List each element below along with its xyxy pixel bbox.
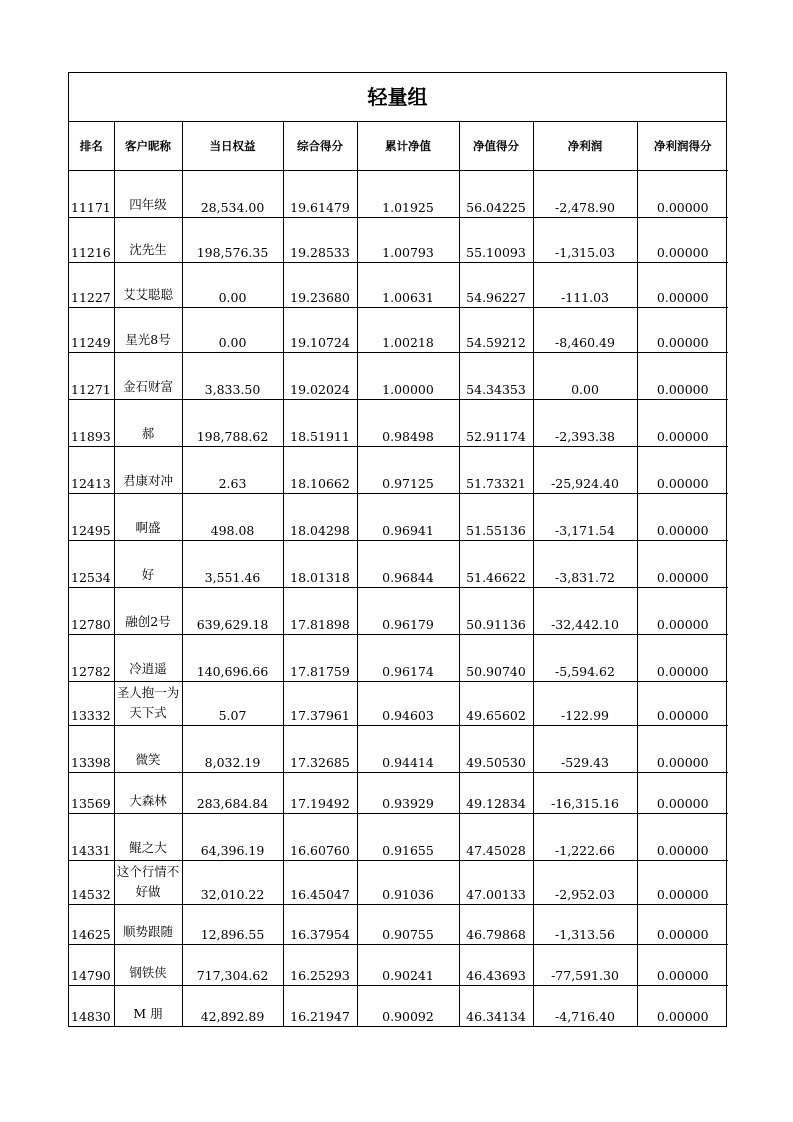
cell-nav-score: 54.96227 bbox=[459, 262, 533, 307]
table-row bbox=[69, 904, 728, 944]
cell-cum-nav: 1.00000 bbox=[357, 352, 459, 399]
cell-net-profit: -77,591.30 bbox=[533, 944, 637, 985]
cell-nickname: M 朋 bbox=[114, 985, 182, 1026]
cell-cum-nav: 0.96174 bbox=[357, 634, 459, 681]
cell-net-profit: -1,313.56 bbox=[533, 904, 637, 944]
cell-profit-score: 0.00000 bbox=[637, 813, 728, 860]
header-net-profit: 净利润 bbox=[533, 122, 637, 170]
cell-equity: 639,629.18 bbox=[182, 587, 283, 634]
cell-total-score: 18.51911 bbox=[283, 399, 357, 446]
cell-nav-score: 56.04225 bbox=[459, 170, 533, 217]
cell-cum-nav: 1.00631 bbox=[357, 262, 459, 307]
cell-total-score: 18.04298 bbox=[283, 493, 357, 540]
cell-cum-nav: 1.00793 bbox=[357, 217, 459, 262]
cell-profit-score: 0.00000 bbox=[637, 904, 728, 944]
table-row bbox=[69, 540, 728, 587]
ranking-table bbox=[69, 122, 728, 1026]
cell-equity: 198,576.35 bbox=[182, 217, 283, 262]
cell-profit-score: 0.00000 bbox=[637, 217, 728, 262]
header-cum-nav: 累计净值 bbox=[357, 122, 459, 170]
cell-equity: 198,788.62 bbox=[182, 399, 283, 446]
cell-net-profit: -1,222.66 bbox=[533, 813, 637, 860]
cell-nav-score: 51.55136 bbox=[459, 493, 533, 540]
table-row bbox=[69, 725, 728, 772]
cell-nickname: 星光8号 bbox=[114, 307, 182, 352]
cell-nav-score: 52.91174 bbox=[459, 399, 533, 446]
header-equity: 当日权益 bbox=[182, 122, 283, 170]
cell-equity: 0.00 bbox=[182, 262, 283, 307]
cell-cum-nav: 1.00218 bbox=[357, 307, 459, 352]
cell-rank: 12534 bbox=[69, 540, 114, 587]
cell-rank: 11171 bbox=[69, 170, 114, 217]
cell-cum-nav: 0.90092 bbox=[357, 985, 459, 1026]
cell-cum-nav: 0.97125 bbox=[357, 446, 459, 493]
cell-rank: 14625 bbox=[69, 904, 114, 944]
cell-net-profit: -32,442.10 bbox=[533, 587, 637, 634]
cell-rank: 11893 bbox=[69, 399, 114, 446]
cell-cum-nav: 0.91036 bbox=[357, 860, 459, 904]
cell-cum-nav: 0.96941 bbox=[357, 493, 459, 540]
cell-total-score: 17.81759 bbox=[283, 634, 357, 681]
cell-equity: 283,684.84 bbox=[182, 772, 283, 813]
cell-nav-score: 47.00133 bbox=[459, 860, 533, 904]
cell-rank: 12780 bbox=[69, 587, 114, 634]
cell-equity: 12,896.55 bbox=[182, 904, 283, 944]
cell-net-profit: -4,716.40 bbox=[533, 985, 637, 1026]
header-rank: 排名 bbox=[69, 122, 114, 170]
cell-nickname: 顺势跟随 bbox=[114, 904, 182, 944]
cell-total-score: 17.37961 bbox=[283, 681, 357, 725]
cell-profit-score: 0.00000 bbox=[637, 725, 728, 772]
cell-total-score: 17.81898 bbox=[283, 587, 357, 634]
table-row bbox=[69, 307, 728, 352]
cell-profit-score: 0.00000 bbox=[637, 446, 728, 493]
cell-nickname: 郝 bbox=[114, 399, 182, 446]
cell-rank: 14790 bbox=[69, 944, 114, 985]
cell-nav-score: 51.73321 bbox=[459, 446, 533, 493]
cell-nickname: 四年级 bbox=[114, 170, 182, 217]
cell-equity: 28,534.00 bbox=[182, 170, 283, 217]
cell-net-profit: -5,594.62 bbox=[533, 634, 637, 681]
cell-profit-score: 0.00000 bbox=[637, 170, 728, 217]
cell-profit-score: 0.00000 bbox=[637, 634, 728, 681]
cell-net-profit: -111.03 bbox=[533, 262, 637, 307]
cell-cum-nav: 1.01925 bbox=[357, 170, 459, 217]
cell-cum-nav: 0.91655 bbox=[357, 813, 459, 860]
cell-equity: 42,892.89 bbox=[182, 985, 283, 1026]
cell-total-score: 17.19492 bbox=[283, 772, 357, 813]
cell-nickname: 艾艾聪聪 bbox=[114, 262, 182, 307]
cell-total-score: 18.01318 bbox=[283, 540, 357, 587]
cell-net-profit: -2,952.03 bbox=[533, 860, 637, 904]
cell-rank: 12495 bbox=[69, 493, 114, 540]
cell-profit-score: 0.00000 bbox=[637, 493, 728, 540]
cell-nav-score: 46.43693 bbox=[459, 944, 533, 985]
cell-nav-score: 54.59212 bbox=[459, 307, 533, 352]
cell-total-score: 16.45047 bbox=[283, 860, 357, 904]
cell-nav-score: 49.50530 bbox=[459, 725, 533, 772]
cell-net-profit: -1,315.03 bbox=[533, 217, 637, 262]
cell-total-score: 19.10724 bbox=[283, 307, 357, 352]
cell-nav-score: 46.34134 bbox=[459, 985, 533, 1026]
cell-net-profit: -122.99 bbox=[533, 681, 637, 725]
cell-profit-score: 0.00000 bbox=[637, 399, 728, 446]
cell-equity: 0.00 bbox=[182, 307, 283, 352]
table-row bbox=[69, 170, 728, 217]
cell-nickname: 微笑 bbox=[114, 725, 182, 772]
header-nav-score: 净值得分 bbox=[459, 122, 533, 170]
cell-nav-score: 46.79868 bbox=[459, 904, 533, 944]
cell-rank: 13332 bbox=[69, 681, 114, 725]
cell-profit-score: 0.00000 bbox=[637, 944, 728, 985]
cell-net-profit: 0.00 bbox=[533, 352, 637, 399]
cell-cum-nav: 0.90241 bbox=[357, 944, 459, 985]
table-row bbox=[69, 587, 728, 634]
cell-net-profit: -3,831.72 bbox=[533, 540, 637, 587]
cell-total-score: 19.02024 bbox=[283, 352, 357, 399]
cell-cum-nav: 0.98498 bbox=[357, 399, 459, 446]
cell-net-profit: -16,315.16 bbox=[533, 772, 637, 813]
cell-nav-score: 54.34353 bbox=[459, 352, 533, 399]
cell-net-profit: -529.43 bbox=[533, 725, 637, 772]
cell-nav-score: 55.10093 bbox=[459, 217, 533, 262]
cell-nickname: 金石财富 bbox=[114, 352, 182, 399]
table-row bbox=[69, 399, 728, 446]
cell-rank: 14532 bbox=[69, 860, 114, 904]
cell-total-score: 16.37954 bbox=[283, 904, 357, 944]
cell-equity: 32,010.22 bbox=[182, 860, 283, 904]
cell-rank: 12782 bbox=[69, 634, 114, 681]
table-row bbox=[69, 446, 728, 493]
cell-total-score: 17.32685 bbox=[283, 725, 357, 772]
header-nickname: 客户昵称 bbox=[114, 122, 182, 170]
table-row bbox=[69, 217, 728, 262]
cell-rank: 11249 bbox=[69, 307, 114, 352]
cell-profit-score: 0.00000 bbox=[637, 352, 728, 399]
cell-nickname: 融创2号 bbox=[114, 587, 182, 634]
table-row bbox=[69, 493, 728, 540]
header-row bbox=[69, 122, 728, 170]
cell-equity: 717,304.62 bbox=[182, 944, 283, 985]
sheet-title: 轻量组 bbox=[69, 73, 726, 122]
cell-nav-score: 49.12834 bbox=[459, 772, 533, 813]
cell-cum-nav: 0.96179 bbox=[357, 587, 459, 634]
cell-profit-score: 0.00000 bbox=[637, 681, 728, 725]
cell-rank: 13569 bbox=[69, 772, 114, 813]
cell-profit-score: 0.00000 bbox=[637, 307, 728, 352]
table-row bbox=[69, 634, 728, 681]
table-row bbox=[69, 985, 728, 1026]
cell-cum-nav: 0.94603 bbox=[357, 681, 459, 725]
cell-cum-nav: 0.96844 bbox=[357, 540, 459, 587]
table-row bbox=[69, 772, 728, 813]
cell-profit-score: 0.00000 bbox=[656, 1009, 709, 1024]
cell-equity: 498.08 bbox=[182, 493, 283, 540]
cell-net-profit: -3,171.54 bbox=[533, 493, 637, 540]
cell-total-score: 16.25293 bbox=[283, 944, 357, 985]
cell-rank: 14830 bbox=[69, 985, 114, 1026]
cell-nav-score: 50.91136 bbox=[459, 587, 533, 634]
cell-net-profit: -25,924.40 bbox=[533, 446, 637, 493]
cell-equity: 3,833.50 bbox=[182, 352, 283, 399]
header-total-score: 综合得分 bbox=[283, 122, 357, 170]
cell-total-score: 16.60760 bbox=[283, 813, 357, 860]
cell-nav-score: 50.90740 bbox=[459, 634, 533, 681]
table-row bbox=[69, 944, 728, 985]
cell-equity: 140,696.66 bbox=[182, 634, 283, 681]
cell-nickname: 冷逍遥 bbox=[114, 634, 182, 681]
cell-equity: 5.07 bbox=[182, 681, 283, 725]
cell-nickname: 大森林 bbox=[114, 772, 182, 813]
cell-total-score: 18.10662 bbox=[283, 446, 357, 493]
ranking-sheet bbox=[68, 72, 727, 1027]
cell-cum-nav: 0.90755 bbox=[357, 904, 459, 944]
cell-nickname: 鲲之大 bbox=[114, 813, 182, 860]
cell-rank: 11271 bbox=[69, 352, 114, 399]
cell-equity: 3,551.46 bbox=[182, 540, 283, 587]
cell-nav-score: 51.46622 bbox=[459, 540, 533, 587]
cell-total-score: 19.28533 bbox=[283, 217, 357, 262]
cell-rank: 11216 bbox=[69, 217, 114, 262]
cell-nickname: 好 bbox=[114, 540, 182, 587]
cell-equity: 64,396.19 bbox=[182, 813, 283, 860]
cell-net-profit: -8,460.49 bbox=[533, 307, 637, 352]
cell-profit-score: 0.00000 bbox=[637, 860, 728, 904]
table-row bbox=[69, 860, 728, 904]
cell-profit-score: 0.00000 bbox=[637, 262, 728, 307]
cell-equity: 2.63 bbox=[182, 446, 283, 493]
cell-net-profit: -2,478.90 bbox=[533, 170, 637, 217]
cell-nav-score: 47.45028 bbox=[459, 813, 533, 860]
cell-total-score: 19.61479 bbox=[283, 170, 357, 217]
cell-rank: 13398 bbox=[69, 725, 114, 772]
header-profit-score: 净利润得分 bbox=[637, 122, 728, 170]
cell-equity: 8,032.19 bbox=[182, 725, 283, 772]
table-row bbox=[69, 262, 728, 307]
cell-nav-score: 49.65602 bbox=[459, 681, 533, 725]
cell-nickname: 君康对冲 bbox=[114, 446, 182, 493]
cell-nickname: 这个行情不好做 bbox=[114, 860, 182, 904]
cell-rank: 14331 bbox=[69, 813, 114, 860]
cell-cum-nav: 0.93929 bbox=[357, 772, 459, 813]
cell-total-score: 19.23680 bbox=[283, 262, 357, 307]
cell-nickname: 钢铁侠 bbox=[114, 944, 182, 985]
cell-profit-score: 0.00000 bbox=[637, 540, 728, 587]
cell-nickname: 圣人抱一为天下式 bbox=[114, 681, 182, 725]
cell-profit-score: 0.00000 bbox=[637, 587, 728, 634]
table-row bbox=[69, 352, 728, 399]
cell-total-score: 16.21947 bbox=[283, 985, 357, 1026]
cell-rank: 11227 bbox=[69, 262, 114, 307]
cell-nickname: 啊盛 bbox=[114, 493, 182, 540]
table-row bbox=[69, 681, 728, 725]
cell-profit-score: 0.00000 bbox=[637, 772, 728, 813]
cell-nickname: 沈先生 bbox=[114, 217, 182, 262]
cell-cum-nav: 0.94414 bbox=[357, 725, 459, 772]
cell-net-profit: -2,393.38 bbox=[533, 399, 637, 446]
table-row bbox=[69, 813, 728, 860]
cell-rank: 12413 bbox=[69, 446, 114, 493]
